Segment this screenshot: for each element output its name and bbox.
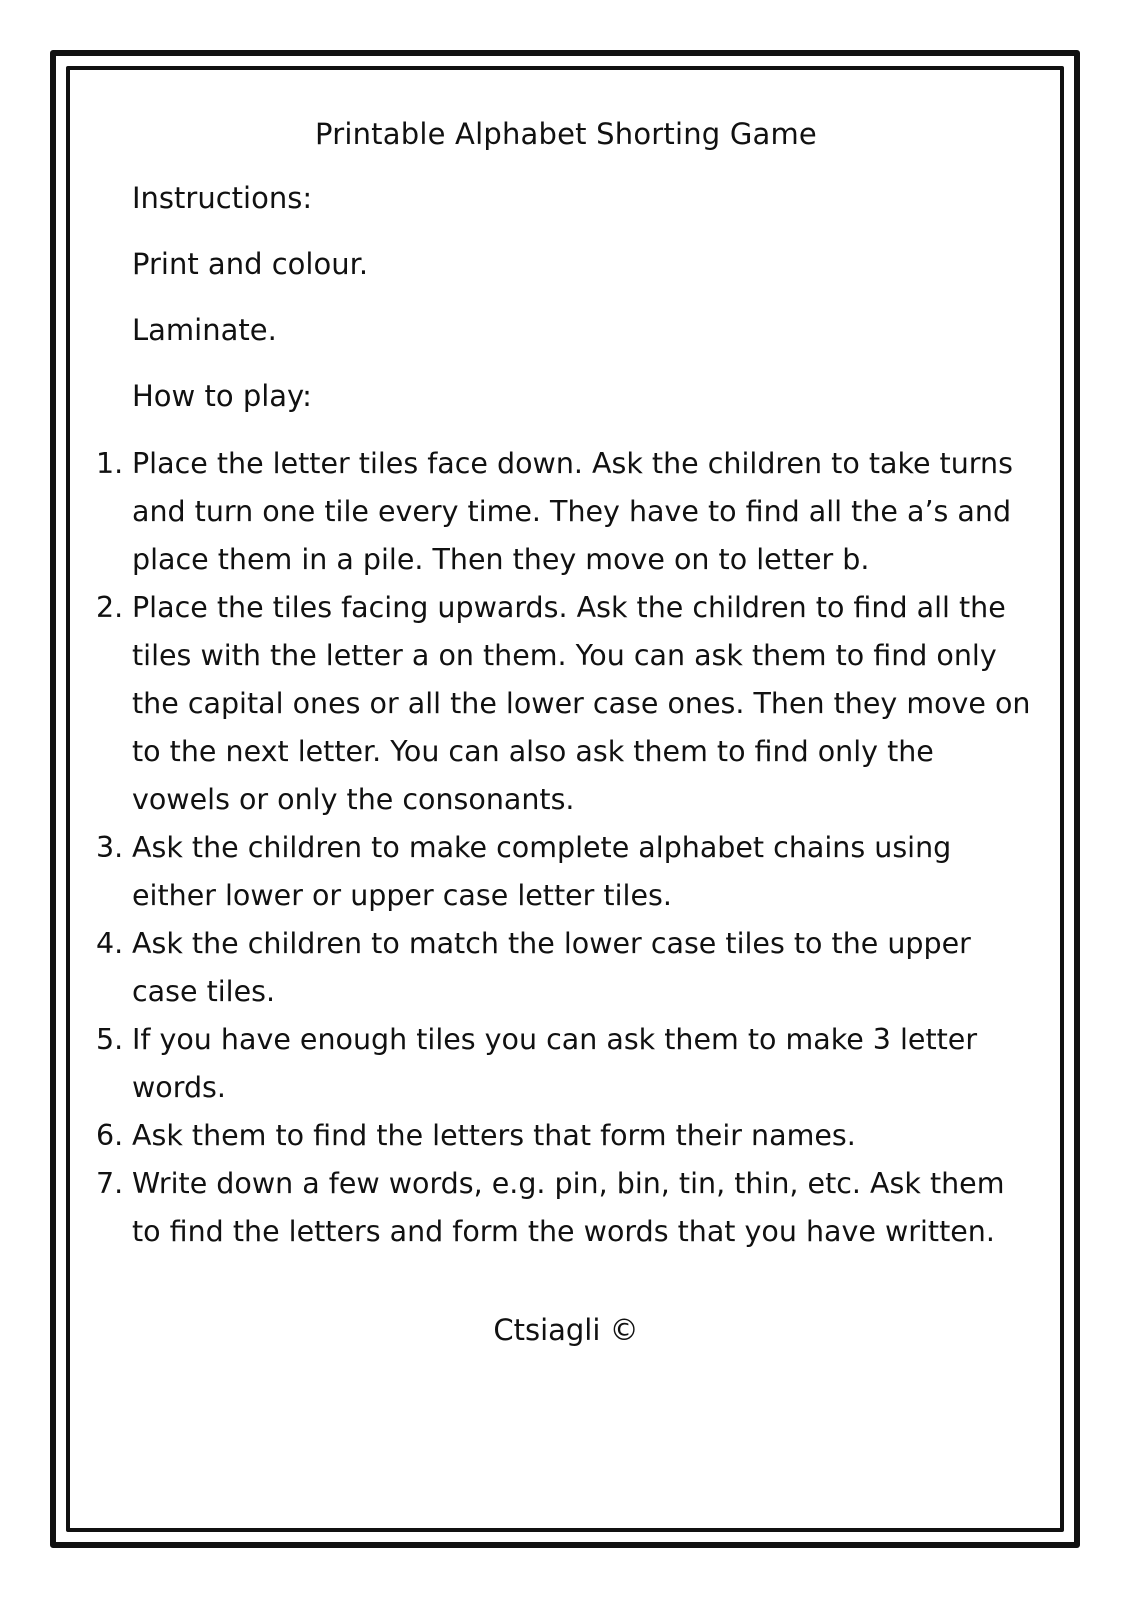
list-item xyxy=(96,1016,1036,1112)
step-number: 7. xyxy=(96,1167,124,1200)
step-number: 3. xyxy=(96,831,124,864)
list-item xyxy=(96,440,1036,584)
list-item xyxy=(96,824,1036,920)
page-title: Printable Alphabet Shorting Game xyxy=(315,117,817,151)
step-text: Place the letter tiles face down. Ask the children to take turns and turn one tile every time. They have to find all the a’s and place them in a pile. Then they move on to letter b. xyxy=(132,447,1013,576)
steps-list xyxy=(96,440,1036,1256)
step-text: Place the tiles facing upwards. Ask the children to find all the tiles with the letter a on them. You can ask them to find only the capital ones or all the lower case ones. Then they move on to the next letter. You can also ask them to find only the vowels or only the consonants. xyxy=(132,591,1031,816)
step-text: Write down a few words, e.g. pin, bin, tin, thin, etc. Ask them to find the letters and form the words that you have written. xyxy=(132,1167,1005,1248)
document-body xyxy=(96,112,1036,1352)
instructions-heading: Instructions: xyxy=(132,181,313,215)
copyright-signature: Ctsiagli © xyxy=(493,1313,639,1347)
step-number: 2. xyxy=(96,591,124,624)
list-item xyxy=(96,1160,1036,1256)
how-to-play-heading: How to play: xyxy=(132,379,312,413)
list-item xyxy=(96,584,1036,824)
step-text: Ask the children to match the lower case tiles to the upper case tiles. xyxy=(132,927,971,1008)
step-text: If you have enough tiles you can ask them to make 3 letter words. xyxy=(132,1023,978,1104)
list-item xyxy=(96,1112,1036,1160)
step-number: 5. xyxy=(96,1023,124,1056)
step-text: Ask them to find the letters that form their names. xyxy=(132,1119,856,1152)
step-number: 4. xyxy=(96,927,124,960)
step-number: 6. xyxy=(96,1119,124,1152)
step-text: Ask the children to make complete alphabet chains using either lower or upper case letter tiles. xyxy=(132,831,952,912)
list-item xyxy=(96,920,1036,1016)
step-number: 1. xyxy=(96,447,124,480)
instruction-laminate: Laminate. xyxy=(132,313,277,347)
instruction-print: Print and colour. xyxy=(132,247,369,281)
